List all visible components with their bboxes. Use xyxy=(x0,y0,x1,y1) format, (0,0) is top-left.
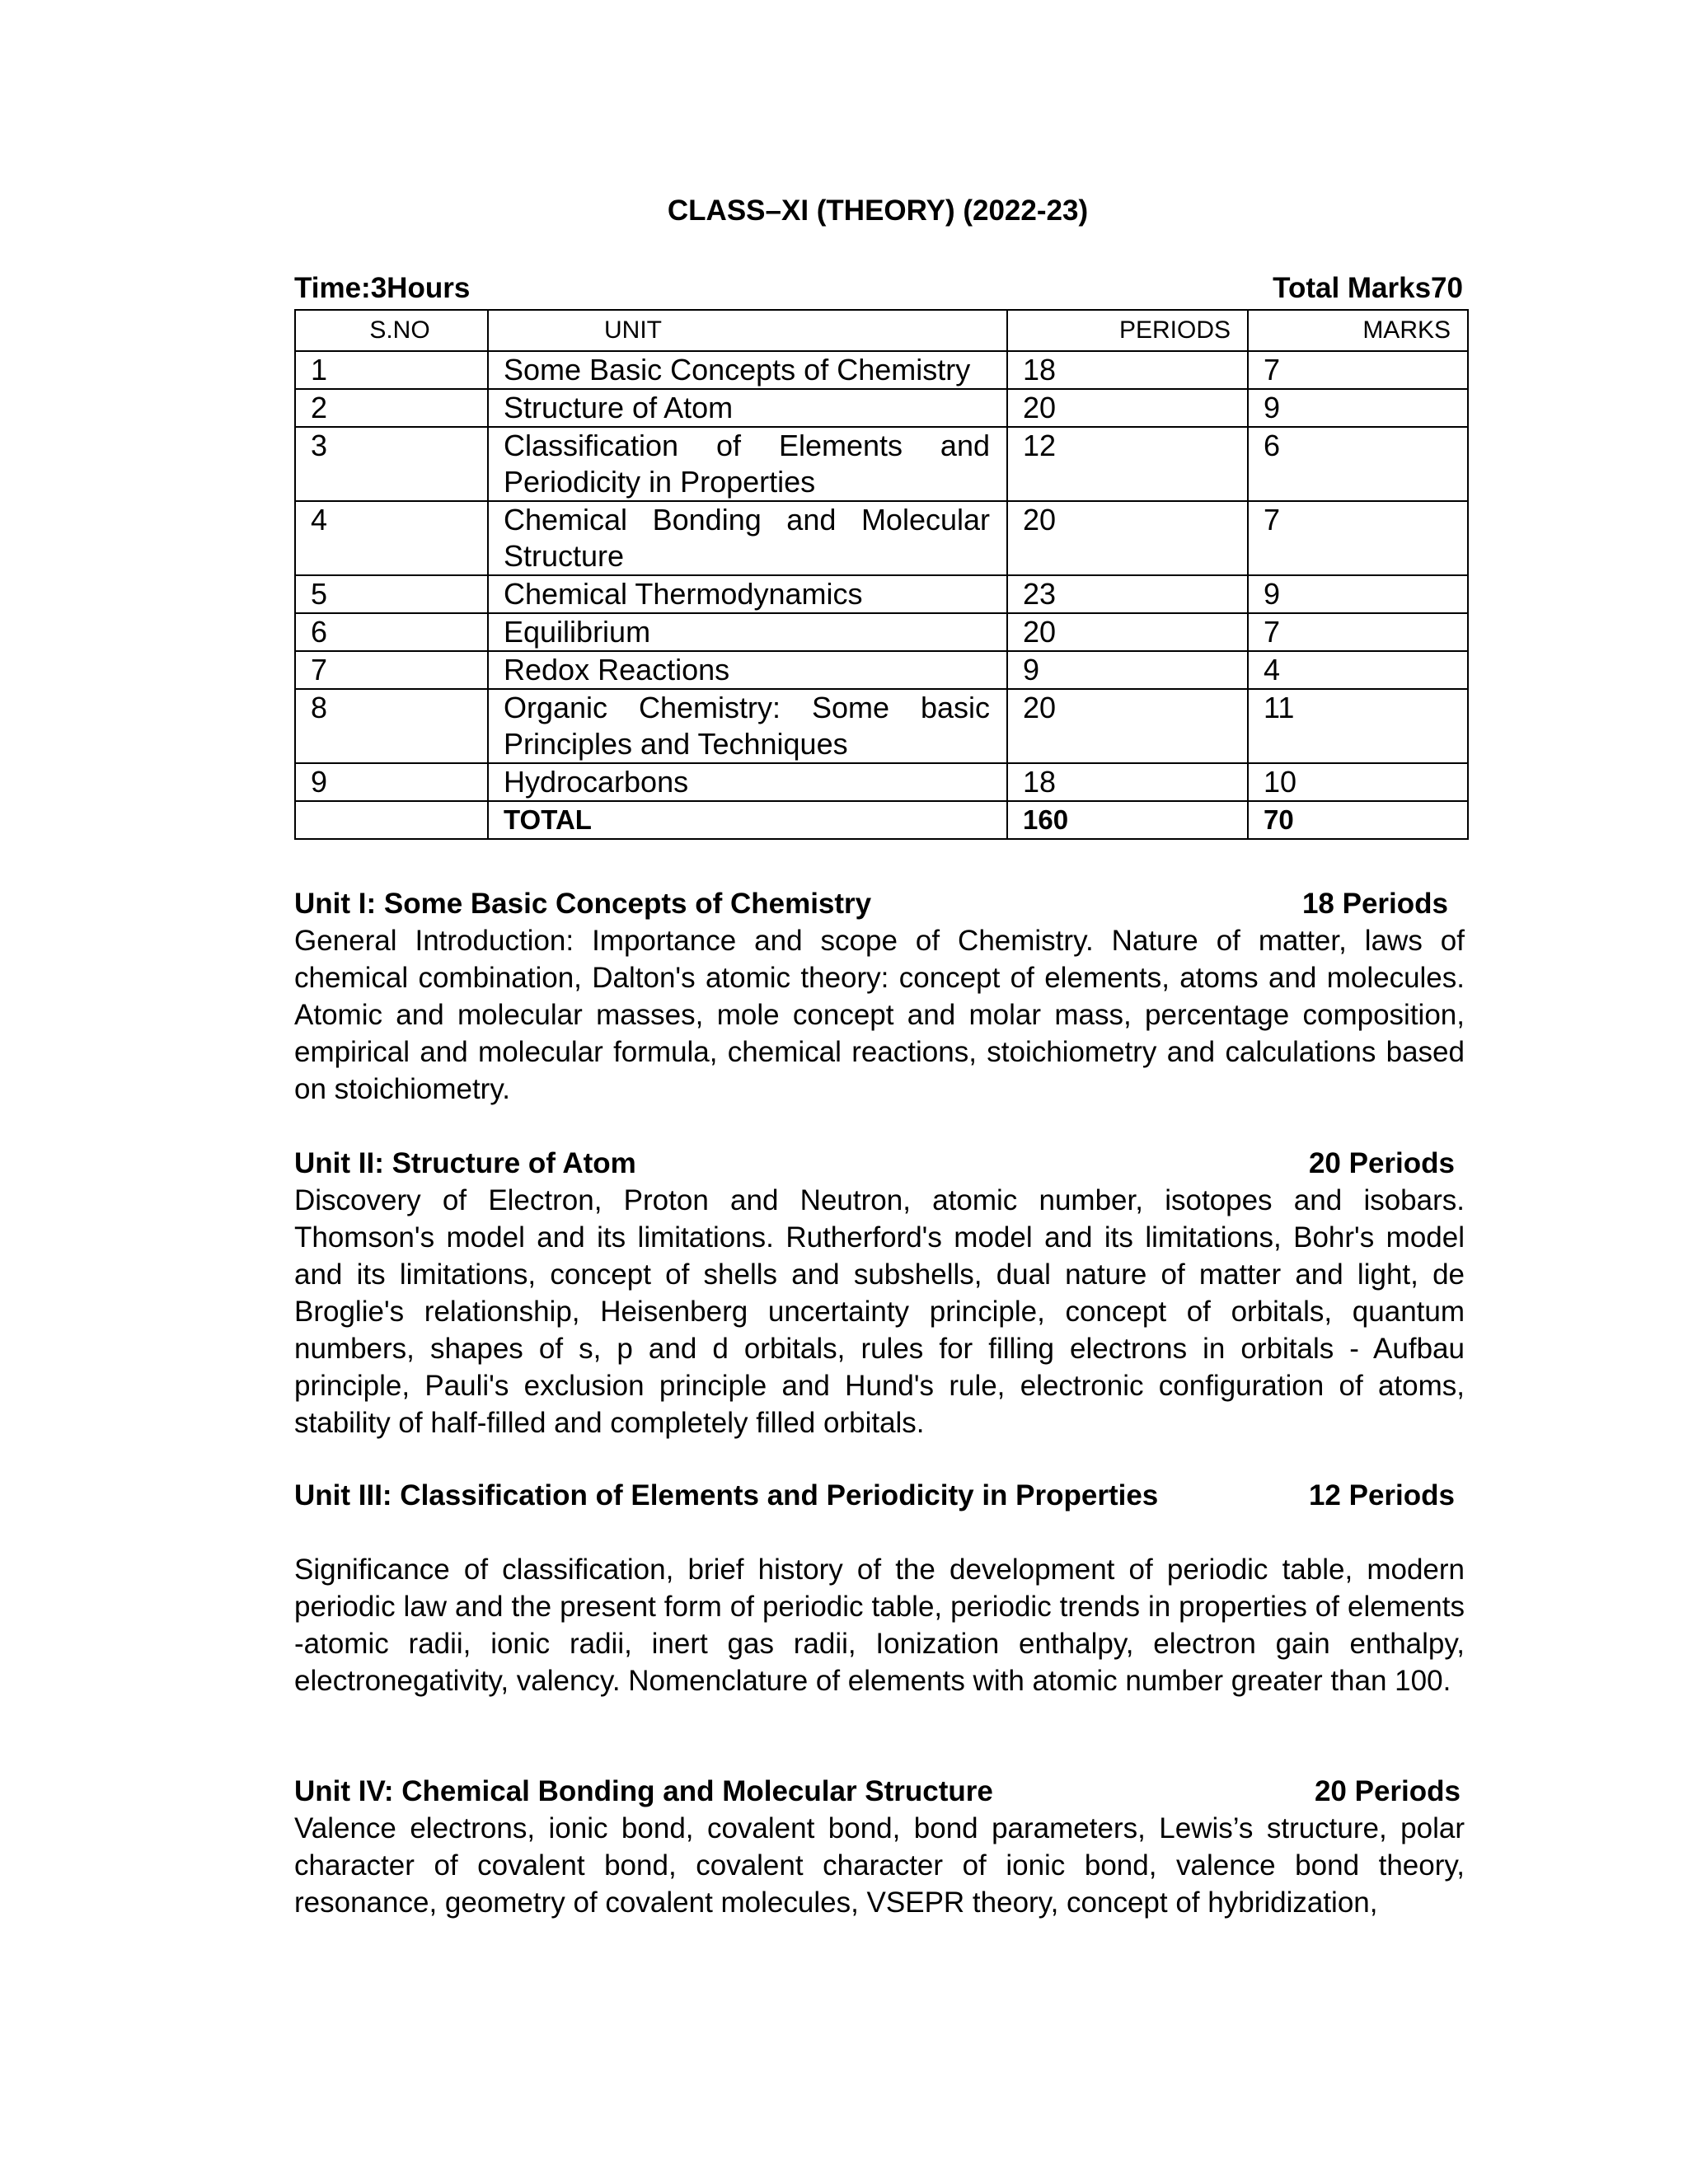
row-unit: Equilibrium xyxy=(488,613,1007,651)
total-label: TOTAL xyxy=(488,801,1007,839)
unit-heading-row xyxy=(294,1145,1465,1182)
unit-periods: 18 Periods xyxy=(1301,888,1448,920)
unit-heading: Unit IV: Chemical Bonding and Molecular Structure xyxy=(294,1775,993,1807)
row-periods: 9 xyxy=(1007,651,1248,689)
time-label: Time:3Hours xyxy=(294,272,471,304)
row-sno: 2 xyxy=(295,389,488,427)
unit-heading-row xyxy=(294,1477,1465,1514)
row-sno: 8 xyxy=(295,689,488,763)
table-row xyxy=(295,389,1468,427)
row-sno: 1 xyxy=(295,351,488,389)
table-row xyxy=(295,613,1468,651)
marks-table xyxy=(294,309,1469,840)
row-unit: Chemical Bonding and Molecular Structure xyxy=(488,501,1007,575)
table-row xyxy=(295,651,1468,689)
unit-periods: 20 Periods xyxy=(1308,1147,1455,1179)
row-periods: 20 xyxy=(1007,501,1248,575)
row-sno: 3 xyxy=(295,427,488,501)
unit-body: Valence electrons, ionic bond, covalent bond, bond parameters, Lewis’s structure, polar character of covalent bond, covalent character of ionic bond, valence bond theory, resonance, geometry of covalent molecules, VSEPR theory, concept of hybridization, xyxy=(294,1812,1465,1919)
row-periods: 20 xyxy=(1007,389,1248,427)
unit-section xyxy=(294,1145,1465,1441)
total-periods: 160 xyxy=(1007,801,1248,839)
row-unit: Some Basic Concepts of Chemistry xyxy=(488,351,1007,389)
header-unit: UNIT xyxy=(488,310,1007,351)
unit-periods: 20 Periods xyxy=(1314,1775,1461,1807)
row-marks: 9 xyxy=(1248,575,1468,613)
table-header-row xyxy=(295,310,1468,351)
row-sno: 7 xyxy=(295,651,488,689)
row-marks: 10 xyxy=(1248,763,1468,801)
row-periods: 18 xyxy=(1007,351,1248,389)
header-periods: PERIODS xyxy=(1007,310,1248,351)
exam-meta xyxy=(294,272,1463,305)
table-row xyxy=(295,575,1468,613)
row-marks: 11 xyxy=(1248,689,1468,763)
table-total-row xyxy=(295,801,1468,839)
row-periods: 23 xyxy=(1007,575,1248,613)
row-marks: 6 xyxy=(1248,427,1468,501)
unit-body: Significance of classification, brief history of the development of periodic table, modern periodic law and the present form of periodic table, periodic trends in properties of elements -atomic radii, ionic radii, inert gas radii, Ionization enthalpy, electron gain enthalpy, electronegativity, valency. Nomenclature of elements with atomic number greater than 100. xyxy=(294,1554,1465,1697)
row-unit: Classification of Elements and Periodicity in Properties xyxy=(488,427,1007,501)
table-row xyxy=(295,689,1468,763)
row-periods: 20 xyxy=(1007,689,1248,763)
table-row xyxy=(295,501,1468,575)
row-unit: Hydrocarbons xyxy=(488,763,1007,801)
row-marks: 4 xyxy=(1248,651,1468,689)
total-marks: 70 xyxy=(1248,801,1468,839)
header-marks: MARKS xyxy=(1248,310,1468,351)
unit-body: Discovery of Electron, Proton and Neutron, atomic number, isotopes and isobars. Thomson's model and its limitations. Rutherford's model and its limitations, Bohr's model and its limitations, concept of shells and subshells, dual nature of matter and light, de Broglie's relationship, Heisenberg uncertainty principle, concept of orbitals, quantum numbers, shapes of s, p and d orbitals, rules for filling electrons in orbitals - Aufbau principle, Pauli's exclusion principle and Hund's rule, electronic configuration of atoms, stability of half-filled and completely filled orbitals. xyxy=(294,1184,1465,1439)
row-sno: 4 xyxy=(295,501,488,575)
row-marks: 7 xyxy=(1248,351,1468,389)
unit-section xyxy=(294,1773,1465,1921)
row-sno: 5 xyxy=(295,575,488,613)
total-marks-label: Total Marks70 xyxy=(1273,272,1463,304)
table-row xyxy=(295,427,1468,501)
unit-periods: 12 Periods xyxy=(1308,1479,1455,1511)
total-sno-empty xyxy=(295,801,488,839)
table-row xyxy=(295,351,1468,389)
row-periods: 12 xyxy=(1007,427,1248,501)
unit-section xyxy=(294,1477,1465,1699)
row-marks: 7 xyxy=(1248,613,1468,651)
unit-body: General Introduction: Importance and scope of Chemistry. Nature of matter, laws of chemical combination, Dalton's atomic theory: concept of elements, atoms and molecules. Atomic and molecular masses, mole concept and molar mass, percentage composition, empirical and molecular formula, chemical reactions, stoichiometry and calculations based on stoichiometry. xyxy=(294,925,1465,1105)
unit-heading-row xyxy=(294,1773,1465,1810)
row-unit: Organic Chemistry: Some basic Principles and Techniques xyxy=(488,689,1007,763)
unit-heading-row xyxy=(294,885,1465,922)
unit-section xyxy=(294,885,1465,1108)
row-marks: 9 xyxy=(1248,389,1468,427)
unit-heading: Unit III: Classification of Elements and Periodicity in Properties xyxy=(294,1479,1159,1511)
unit-heading: Unit II: Structure of Atom xyxy=(294,1147,636,1179)
row-periods: 20 xyxy=(1007,613,1248,651)
row-marks: 7 xyxy=(1248,501,1468,575)
table-row xyxy=(295,763,1468,801)
page-title: CLASS–XI (THEORY) (2022-23) xyxy=(667,194,1089,227)
row-unit: Redox Reactions xyxy=(488,651,1007,689)
unit-heading: Unit I: Some Basic Concepts of Chemistry xyxy=(294,888,872,920)
row-unit: Chemical Thermodynamics xyxy=(488,575,1007,613)
header-sno: S.NO xyxy=(295,310,488,351)
row-periods: 18 xyxy=(1007,763,1248,801)
row-sno: 9 xyxy=(295,763,488,801)
row-unit: Structure of Atom xyxy=(488,389,1007,427)
row-sno: 6 xyxy=(295,613,488,651)
